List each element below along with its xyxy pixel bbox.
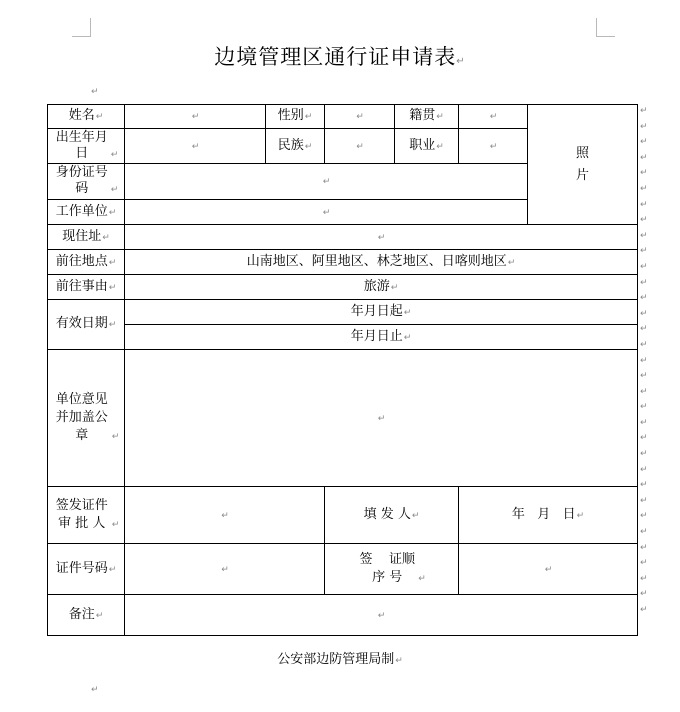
remarks-label-cell: 备注↵ [48, 595, 125, 636]
work-field[interactable]: ↵ [125, 200, 528, 225]
footer: 公安部边防管理局制↵ [277, 652, 403, 667]
application-form-table [47, 104, 638, 636]
visa-seq-label: 签 证顺 序 号 [359, 552, 420, 585]
issuer-label: 填 发 人 [363, 506, 411, 522]
id-label: 身份证号码 [55, 165, 108, 196]
footer-text: 公安部边防管理局制 [277, 652, 395, 667]
purpose-field[interactable]: 旅游↵ [125, 275, 638, 300]
unit-opinion-label-cell: 单位意见并加盖公章 ↵ [48, 350, 125, 487]
visa-seq-label-cell: 签 证顺 序 号 ↵ [325, 544, 459, 595]
destination-label: 前往地点 [55, 253, 108, 269]
cert-no-label-cell: 证件号码↵ [48, 544, 125, 595]
issuer-label-cell: 填 发 人↵ [325, 487, 459, 544]
ethnicity-field[interactable]: ↵ [325, 129, 395, 164]
destination-field[interactable]: 山南地区、阿里地区、林芝地区、日喀则地区↵ [125, 250, 638, 275]
occupation-label: 职业 [409, 137, 436, 153]
row-end-marks: ↵ ↵ ↵ ↵ ↵ ↵ ↵ ↵ ↵ ↵ ↵ ↵ ↵ ↵ ↵ ↵ ↵ ↵ ↵ ↵ ↵ ↵ ↵ ↵ ↵ ↵ ↵ ↵ ↵ ↵ ↵ ↵ ↵ [640, 106, 648, 615]
form-title [0, 41, 680, 71]
visa-seq-field[interactable]: ↵ [459, 544, 638, 595]
destination-label-cell: 前往地点↵ [48, 250, 125, 275]
origin-label: 籍贯 [409, 108, 436, 123]
birth-field[interactable]: ↵ [125, 129, 266, 164]
birth-label-cell: 出生年月日 ↵ [48, 129, 125, 164]
ethnicity-label: 民族 [277, 137, 304, 153]
validity-label-cell: 有效日期↵ [48, 300, 125, 350]
validity-end-field[interactable]: 年月日止↵ [125, 325, 638, 350]
gender-label-cell: 性别↵ [266, 105, 325, 129]
approver-label: 签发证件审 批 人 [55, 498, 108, 531]
name-field[interactable]: ↵ [125, 105, 266, 129]
validity-start: 年月日起 [350, 303, 403, 319]
name-label-cell: 姓名↵ [48, 105, 125, 129]
work-label-cell: 工作单位↵ [48, 200, 125, 225]
photo-cell[interactable] [528, 105, 638, 225]
occupation-field[interactable]: ↵ [459, 129, 528, 164]
paragraph-mark-icon: ↵ [456, 56, 466, 67]
approver-label-cell: 签发证件审 批 人 ↵ [48, 487, 125, 544]
form-title-text: 边境管理区通行证申请表 [214, 45, 457, 69]
cert-no-label: 证件号码 [55, 560, 108, 576]
crop-mark-top-right [596, 18, 615, 37]
destination-value: 山南地区、阿里地区、林芝地区、日喀则地区 [246, 253, 507, 269]
name-label: 姓名 [68, 108, 95, 123]
validity-label: 有效日期 [55, 316, 108, 331]
remarks-field[interactable]: ↵ [125, 595, 638, 636]
validity-start-field[interactable]: 年月日起↵ [125, 300, 638, 325]
date-label: 年 月 日 [511, 506, 576, 522]
address-field[interactable]: ↵ [125, 225, 638, 250]
purpose-value: 旅游 [363, 278, 390, 294]
photo-label: 照片 [575, 145, 589, 183]
occupation-label-cell: 职业↵ [395, 129, 459, 164]
address-label: 现住址 [62, 228, 102, 244]
approver-field[interactable]: ↵ [125, 487, 325, 544]
purpose-label: 前往事由 [55, 278, 108, 294]
unit-opinion-field[interactable]: ↵ [125, 350, 638, 487]
date-field[interactable]: 年 月 日↵ [459, 487, 638, 544]
gender-label: 性别 [277, 108, 304, 123]
unit-opinion-label: 单位意见并加盖公章 [55, 392, 108, 443]
address-label-cell: 现住址↵ [48, 225, 125, 250]
work-label: 工作单位 [55, 203, 108, 219]
crop-mark-top-left [72, 18, 91, 37]
id-label-cell: 身份证号码 ↵ [48, 164, 125, 200]
origin-field[interactable]: ↵ [459, 105, 528, 129]
paragraph-mark-icon: ↵ [91, 87, 99, 97]
gender-field[interactable]: ↵ [325, 105, 395, 129]
cert-no-field[interactable]: ↵ [125, 544, 325, 595]
birth-label: 出生年月日 [55, 129, 108, 161]
id-field[interactable]: ↵ [125, 164, 528, 200]
remarks-label: 备注 [68, 606, 95, 622]
validity-end: 年月日止 [350, 328, 403, 344]
paragraph-mark-icon: ↵ [91, 685, 99, 695]
ethnicity-label-cell: 民族↵ [266, 129, 325, 164]
purpose-label-cell: 前往事由↵ [48, 275, 125, 300]
origin-label-cell: 籍贯↵ [395, 105, 459, 129]
